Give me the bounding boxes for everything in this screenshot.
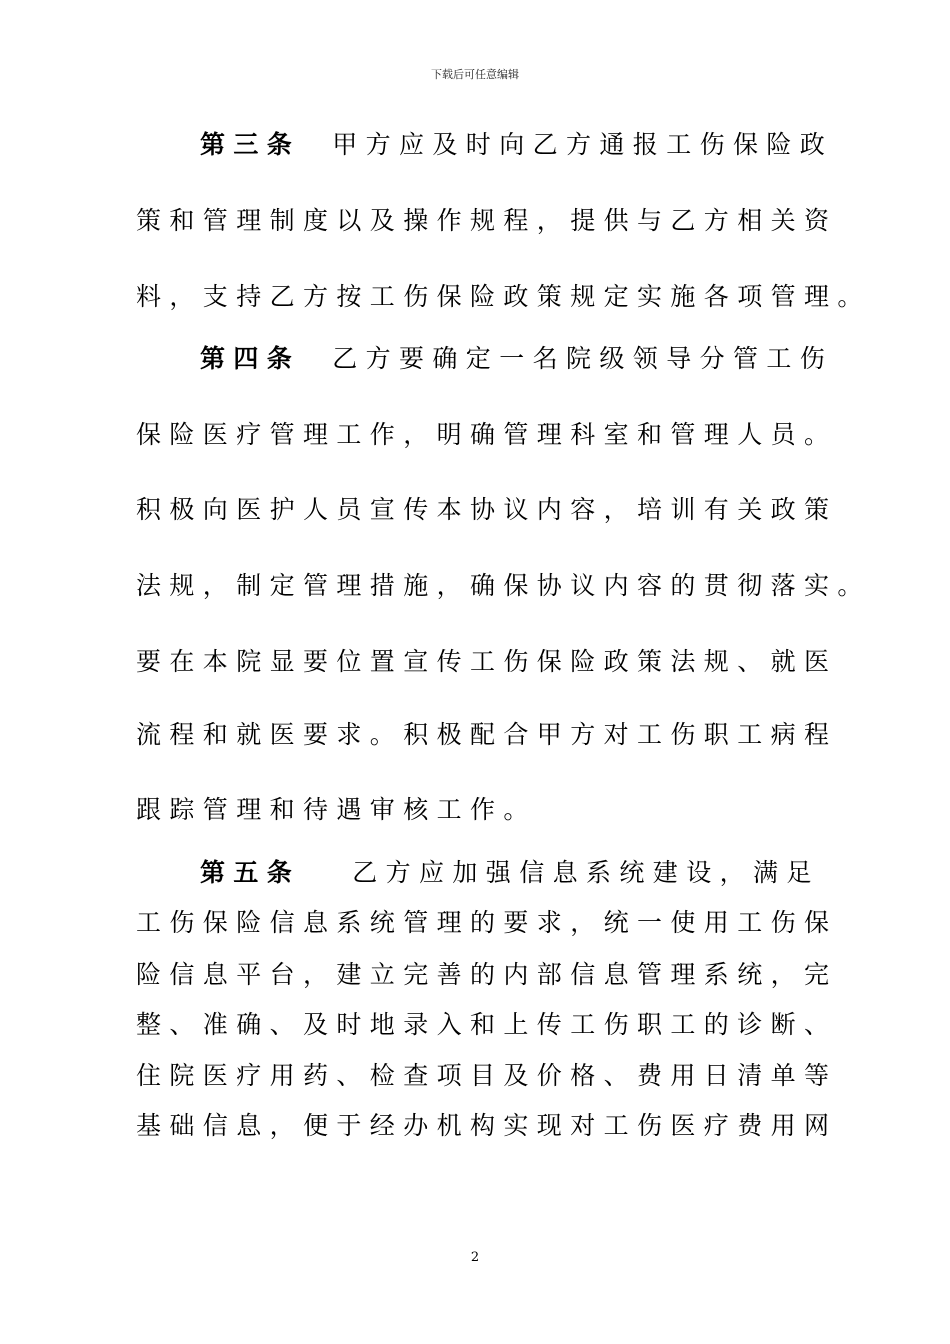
article-3-line-1: 甲方应及时向乙方通报工伤保险政 — [332, 130, 834, 159]
page-header: 下载后可任意编辑 — [431, 68, 519, 81]
article-5-line-1: 乙方应加强信息系统建设，满足 — [352, 858, 820, 887]
article-5-label: 第五条 — [200, 858, 301, 887]
article-5-line-2: 工伤保险信息系统管理的要求，统一使用工伤保 — [136, 908, 838, 937]
article-4-line-2: 保险医疗管理工作，明确管理科室和管理人员。 — [136, 420, 838, 449]
article-3-line-3: 料，支持乙方按工伤保险政策规定实施各项管理。 — [136, 282, 871, 311]
article-5-line-4: 整、准确、及时地录入和上传工伤职工的诊断、 — [136, 1010, 838, 1039]
article-4-line-3: 积极向医护人员宣传本协议内容，培训有关政策 — [136, 495, 838, 524]
article-3-label: 第三条 — [200, 130, 301, 159]
article-5-line-5: 住院医疗用药、检查项目及价格、费用日清单等 — [136, 1061, 838, 1090]
article-4-line-7: 跟踪管理和待遇审核工作。 — [136, 795, 537, 824]
article-4-line-4: 法规，制定管理措施，确保协议内容的贯彻落实。 — [136, 571, 871, 600]
article-4-label: 第四条 — [200, 344, 301, 373]
article-4-first-line — [200, 346, 900, 371]
article-4-line-5: 要在本院显要位置宣传工伤保险政策法规、就医 — [136, 647, 838, 676]
article-4-line-1: 乙方要确定一名院级领导分管工伤 — [332, 344, 834, 373]
article-4-line-6: 流程和就医要求。积极配合甲方对工伤职工病程 — [136, 720, 838, 749]
article-5-line-6: 基础信息，便于经办机构实现对工伤医疗费用网 — [136, 1111, 838, 1140]
article-3-line-2: 策和管理制度以及操作规程，提供与乙方相关资 — [136, 206, 838, 235]
article-3-first-line — [200, 132, 900, 157]
article-5-line-3: 险信息平台，建立完善的内部信息管理系统，完 — [136, 960, 838, 989]
page-number: 2 — [470, 1250, 480, 1265]
article-5-first-line — [200, 860, 900, 885]
